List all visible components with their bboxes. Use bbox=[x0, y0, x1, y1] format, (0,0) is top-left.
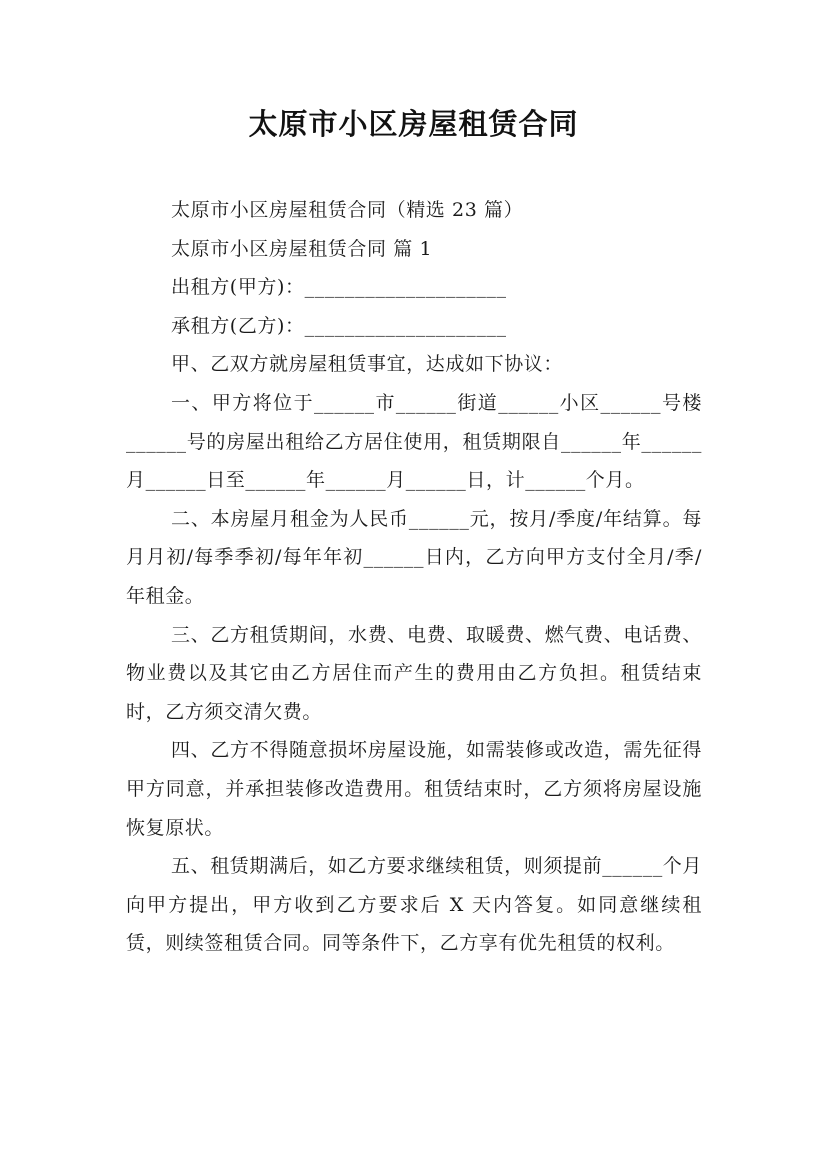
paragraph-lessee: 承租方(乙方)：____________________ bbox=[171, 314, 507, 337]
paragraph-clause-5: 五、租赁期满后，如乙方要求继续租赁，则须提前______个月向甲方提出，甲方收到乙方要求后 X 天内答复。如同意继续租赁，则续签租赁合同。同等条件下，乙方享有优先租赁的权利。 bbox=[126, 855, 703, 955]
paragraph-clause-1: 一、甲方将位于______市______街道______小区______号楼______号的房屋出租给乙方居住使用，租赁期限自______年______月______日至______年______月______日，计______个月。 bbox=[126, 391, 702, 492]
paragraph-preamble: 甲、乙双方就房屋租赁事宜，达成如下协议： bbox=[171, 353, 564, 376]
paragraph-section-heading: 太原市小区房屋租赁合同 篇 1 bbox=[171, 237, 433, 260]
paragraph-clause-2: 二、本房屋月租金为人民币______元，按月/季度/年结算。每月月初/每季季初/每年年初______日内，乙方向甲方支付全月/季/年租金。 bbox=[126, 507, 702, 607]
document-body bbox=[126, 191, 702, 963]
paragraph-clause-3: 三、乙方租赁期间，水费、电费、取暖费、燃气费、电话费、物业费以及其它由乙方居住而产生的费用由乙方负担。租赁结束时，乙方须交清欠费。 bbox=[126, 623, 702, 723]
paragraph-lessor: 出租方(甲方)：____________________ bbox=[171, 276, 507, 299]
document-title: 太原市小区房屋租赁合同 bbox=[248, 107, 579, 141]
paragraph-clause-4: 四、乙方不得随意损坏房屋设施，如需装修或改造，需先征得甲方同意，并承担装修改造费用。租赁结束时，乙方须将房屋设施恢复原状。 bbox=[126, 739, 702, 839]
paragraph-subtitle: 太原市小区房屋租赁合同（精选 23 篇） bbox=[171, 199, 524, 221]
